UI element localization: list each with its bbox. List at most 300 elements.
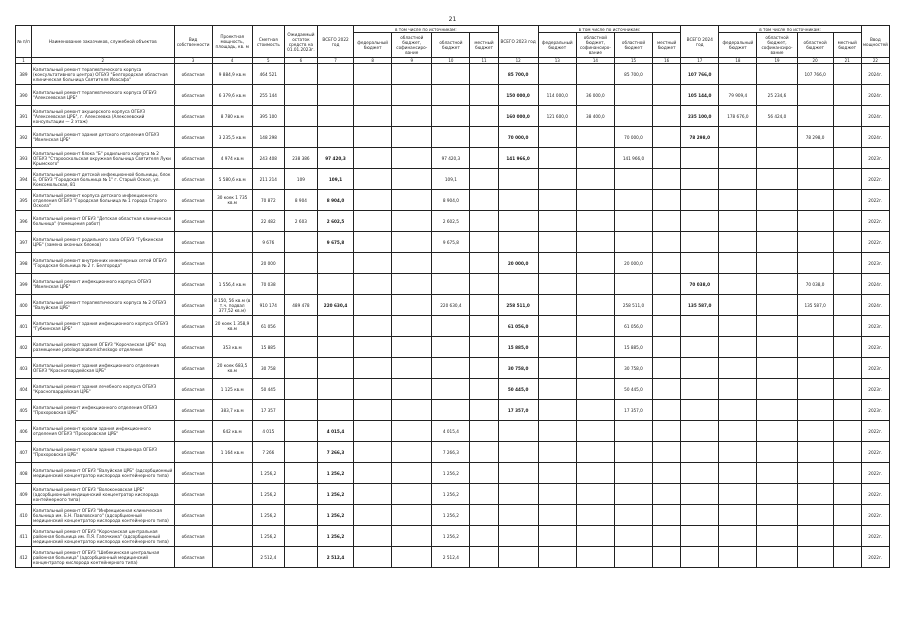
regional-cofinancing-2024: 56 424,0 [757, 106, 797, 127]
total-2024: 235 100,0 [681, 106, 719, 127]
ownership: областная [174, 148, 212, 169]
regional-cofinancing-2023 [576, 64, 614, 85]
expected-balance [284, 127, 317, 148]
local-2024 [833, 169, 861, 190]
oblast-2023 [614, 442, 652, 463]
table-row [16, 421, 890, 442]
oblast-2022: 1 256,2 [432, 484, 470, 505]
ownership: областная [174, 274, 212, 295]
total-2022: 109,1 [317, 169, 353, 190]
total-2024 [681, 505, 719, 526]
regional-cofinancing-2022 [392, 211, 432, 232]
ownership: областная [174, 421, 212, 442]
oblast-2022: 109,1 [432, 169, 470, 190]
total-2024: 107 766,0 [681, 64, 719, 85]
object-name: Капитальный ремонт кровли здания инфекционного отделения ОГБУЗ "Прохоровская ЦРБ" [32, 421, 174, 442]
total-2022 [317, 85, 353, 106]
estimated-cost: 910 174 [252, 295, 284, 316]
column-number: 5 [252, 58, 284, 64]
expected-balance [284, 232, 317, 253]
total-2022 [317, 274, 353, 295]
expected-balance [284, 85, 317, 106]
table-row [16, 505, 890, 526]
header-oblast-2024: областной бюджет [797, 33, 833, 58]
oblast-2024 [797, 106, 833, 127]
local-2022 [470, 190, 498, 211]
regional-cofinancing-2023 [576, 253, 614, 274]
regional-cofinancing-2024 [757, 505, 797, 526]
federal-2022 [354, 379, 392, 400]
federal-2023 [538, 274, 576, 295]
federal-2023 [538, 337, 576, 358]
table-body [16, 64, 890, 568]
regional-cofinancing-2023 [576, 505, 614, 526]
total-2023 [498, 547, 538, 568]
local-2023 [653, 379, 681, 400]
expected-balance [284, 547, 317, 568]
regional-cofinancing-2023 [576, 148, 614, 169]
local-2023 [653, 232, 681, 253]
oblast-2024 [797, 232, 833, 253]
oblast-2023: 20 000,0 [614, 253, 652, 274]
table-row [16, 127, 890, 148]
ownership: областная [174, 484, 212, 505]
capacity: 8 780 кв.м [212, 106, 252, 127]
column-number: 1 [16, 58, 32, 64]
table-row [16, 442, 890, 463]
federal-2024 [719, 274, 757, 295]
oblast-2024 [797, 316, 833, 337]
commissioning-year: 2022г. [861, 421, 889, 442]
total-2022: 1 256,2 [317, 526, 353, 547]
regional-cofinancing-2023 [576, 337, 614, 358]
regional-cofinancing-2024 [757, 337, 797, 358]
regional-cofinancing-2022 [392, 274, 432, 295]
federal-2024 [719, 127, 757, 148]
federal-2023 [538, 148, 576, 169]
commissioning-year: 2023г. [861, 148, 889, 169]
regional-cofinancing-2023 [576, 190, 614, 211]
local-2024 [833, 106, 861, 127]
local-2022 [470, 316, 498, 337]
oblast-2024 [797, 253, 833, 274]
local-2023 [653, 400, 681, 421]
local-2024 [833, 400, 861, 421]
total-2022 [317, 358, 353, 379]
header-oblast-2023: областной бюджет [614, 33, 652, 58]
total-2024 [681, 169, 719, 190]
regional-cofinancing-2024 [757, 127, 797, 148]
total-2024 [681, 358, 719, 379]
column-number: 21 [833, 58, 861, 64]
column-number: 15 [614, 58, 652, 64]
oblast-2022: 2 602,5 [432, 211, 470, 232]
federal-2024: 79 909,4 [719, 85, 757, 106]
commissioning-year: 2022г. [861, 169, 889, 190]
header-total-2022: ВСЕГО 2022 год [317, 26, 353, 58]
table-row [16, 169, 890, 190]
local-2022 [470, 169, 498, 190]
oblast-2023 [614, 421, 652, 442]
federal-2022 [354, 400, 392, 421]
row-number: 398 [16, 253, 32, 274]
expected-balance: 8 904 [284, 190, 317, 211]
column-number: 8 [354, 58, 392, 64]
federal-2024 [719, 295, 757, 316]
total-2022: 8 904,0 [317, 190, 353, 211]
regional-cofinancing-2024 [757, 64, 797, 85]
estimated-cost: 243 408 [252, 148, 284, 169]
capacity: 642 кв.м [212, 421, 252, 442]
total-2023 [498, 274, 538, 295]
local-2024 [833, 484, 861, 505]
header-local-2024: местный бюджет [833, 33, 861, 58]
column-number: 22 [861, 58, 889, 64]
row-number: 405 [16, 400, 32, 421]
estimated-cost: 1 256,2 [252, 484, 284, 505]
regional-cofinancing-2023 [576, 526, 614, 547]
local-2024 [833, 232, 861, 253]
total-2023 [498, 442, 538, 463]
regional-cofinancing-2022 [392, 379, 432, 400]
regional-cofinancing-2024 [757, 295, 797, 316]
regional-cofinancing-2024 [757, 148, 797, 169]
federal-2024 [719, 232, 757, 253]
object-name: Капитальный ремонт здания ОГБУЗ "Корочанская ЦРБ" под размещение patologoanatomicheskogo отделения [32, 337, 174, 358]
regional-cofinancing-2023 [576, 232, 614, 253]
federal-2024 [719, 463, 757, 484]
header-balance: Ожидаемый остаток средств на 01.01.2023г. [284, 26, 317, 58]
column-number: 13 [538, 58, 576, 64]
regional-cofinancing-2023 [576, 484, 614, 505]
object-name: Капитальный ремонт акушерского корпуса ОГБУЗ "Алексеевская ЦРБ", г. Алексеевка (Алексеевский консультации — 2 этаж) [32, 106, 174, 127]
commissioning-year: 2023г. [861, 400, 889, 421]
local-2023 [653, 421, 681, 442]
federal-2023 [538, 505, 576, 526]
regional-cofinancing-2024 [757, 253, 797, 274]
commissioning-year: 2023г. [861, 379, 889, 400]
expected-balance [284, 442, 317, 463]
header-regional-2023: областной бюджет, софинансиро-вание [576, 33, 614, 58]
regional-cofinancing-2024 [757, 169, 797, 190]
row-number: 396 [16, 211, 32, 232]
federal-2022 [354, 127, 392, 148]
table-row [16, 211, 890, 232]
expected-balance [284, 463, 317, 484]
regional-cofinancing-2022 [392, 358, 432, 379]
oblast-2024 [797, 148, 833, 169]
federal-2024 [719, 505, 757, 526]
ownership: областная [174, 316, 212, 337]
column-number: 6 [284, 58, 317, 64]
estimated-cost: 9 676 [252, 232, 284, 253]
capacity [212, 232, 252, 253]
regional-cofinancing-2024 [757, 442, 797, 463]
object-name: Капитальный ремонт кровли здания стационара ОГБУЗ "Прохоровская ЦРБ" [32, 442, 174, 463]
federal-2022 [354, 169, 392, 190]
table-row [16, 85, 890, 106]
federal-2023 [538, 421, 576, 442]
ownership: областная [174, 547, 212, 568]
table-row [16, 358, 890, 379]
oblast-2023 [614, 547, 652, 568]
expected-balance [284, 358, 317, 379]
object-name: Капитальный ремонт терапевтического корпуса № 2 ОГБУЗ "Валуйская ЦРБ" [32, 295, 174, 316]
total-2022 [317, 400, 353, 421]
local-2022 [470, 484, 498, 505]
oblast-2023 [614, 484, 652, 505]
header-cost: Сметная стоимость [252, 26, 284, 58]
local-2024 [833, 211, 861, 232]
total-2023 [498, 421, 538, 442]
local-2023 [653, 211, 681, 232]
oblast-2022 [432, 358, 470, 379]
total-2022: 4 015,4 [317, 421, 353, 442]
object-name: Капитальный ремонт корпуса детского инфекционного отделения ОГБУЗ "Городская больница № 1 города Старого Оскола" [32, 190, 174, 211]
oblast-2023: 70 000,0 [614, 127, 652, 148]
federal-2022 [354, 547, 392, 568]
object-name: Капитальный ремонт здания инфекционного отделения ОГБУЗ "Красногвардейская ЦРБ" [32, 358, 174, 379]
federal-2024 [719, 526, 757, 547]
column-number: 12 [498, 58, 538, 64]
total-2022 [317, 253, 353, 274]
row-number: 412 [16, 547, 32, 568]
oblast-2022 [432, 106, 470, 127]
total-2023: 17 357,0 [498, 400, 538, 421]
federal-2022 [354, 295, 392, 316]
local-2023 [653, 547, 681, 568]
capacity: 3 235,5 кв.м [212, 127, 252, 148]
total-2023 [498, 232, 538, 253]
total-2022: 9 675,8 [317, 232, 353, 253]
local-2023 [653, 274, 681, 295]
commissioning-year: 2024г. [861, 127, 889, 148]
local-2024 [833, 295, 861, 316]
object-name: Капитальный ремонт здания детского отделения ОГБУЗ "Ивнянская ЦРБ" [32, 127, 174, 148]
oblast-2024 [797, 337, 833, 358]
ownership: областная [174, 379, 212, 400]
total-2023 [498, 211, 538, 232]
capacity: 4 974 кв.м [212, 148, 252, 169]
regional-cofinancing-2024 [757, 232, 797, 253]
regional-cofinancing-2022 [392, 85, 432, 106]
regional-cofinancing-2022 [392, 421, 432, 442]
local-2023 [653, 526, 681, 547]
estimated-cost: 148 298 [252, 127, 284, 148]
row-number: 404 [16, 379, 32, 400]
object-name: Капитальный ремонт ОГБУЗ "Корочанская центральная районная больница им. П.Я. Гапочкина" (адсорбционный медицинский концентратор кислорода контейнерного типа) [32, 526, 174, 547]
federal-2024 [719, 190, 757, 211]
local-2023 [653, 505, 681, 526]
row-number: 401 [16, 316, 32, 337]
total-2024: 78 298,0 [681, 127, 719, 148]
row-number: 409 [16, 484, 32, 505]
local-2023 [653, 484, 681, 505]
ownership: областная [174, 442, 212, 463]
object-name: Капитальный ремонт родильного зала ОГБУЗ "Губкинская ЦРБ" (замена оконных блоков) [32, 232, 174, 253]
regional-cofinancing-2024 [757, 274, 797, 295]
object-name: Капитальный ремонт инфекционного отделения ОГБУЗ "Прохоровская ЦРБ" [32, 400, 174, 421]
total-2024: 105 144,0 [681, 85, 719, 106]
regional-cofinancing-2023 [576, 379, 614, 400]
total-2023: 85 700,0 [498, 64, 538, 85]
oblast-2022 [432, 316, 470, 337]
local-2024 [833, 442, 861, 463]
table-row [16, 379, 890, 400]
table-row [16, 253, 890, 274]
total-2024 [681, 442, 719, 463]
local-2022 [470, 463, 498, 484]
federal-2022 [354, 463, 392, 484]
table-row [16, 337, 890, 358]
commissioning-year: 2022г. [861, 484, 889, 505]
commissioning-year: 2022г. [861, 463, 889, 484]
total-2023 [498, 505, 538, 526]
local-2022 [470, 106, 498, 127]
expected-balance [284, 421, 317, 442]
total-2023 [498, 484, 538, 505]
oblast-2023: 85 700,0 [614, 64, 652, 85]
regional-cofinancing-2024 [757, 379, 797, 400]
local-2024 [833, 463, 861, 484]
expected-balance [284, 274, 317, 295]
row-number: 397 [16, 232, 32, 253]
header-sources-2022: в том числе по источникам: [354, 26, 498, 33]
local-2022 [470, 400, 498, 421]
regional-cofinancing-2023 [576, 295, 614, 316]
local-2024 [833, 274, 861, 295]
estimated-cost: 2 512,4 [252, 547, 284, 568]
total-2022: 1 256,2 [317, 505, 353, 526]
table-row [16, 526, 890, 547]
local-2022 [470, 379, 498, 400]
oblast-2024 [797, 484, 833, 505]
object-name: Капитальный ремонт инфекционного корпуса ОГБУЗ "Ивнянская ЦРБ" [32, 274, 174, 295]
local-2022 [470, 442, 498, 463]
local-2023 [653, 358, 681, 379]
oblast-2024 [797, 190, 833, 211]
estimated-cost: 30 758 [252, 358, 284, 379]
local-2024 [833, 358, 861, 379]
estimated-cost: 17 357 [252, 400, 284, 421]
local-2023 [653, 442, 681, 463]
oblast-2023 [614, 463, 652, 484]
regional-cofinancing-2022 [392, 547, 432, 568]
oblast-2024 [797, 400, 833, 421]
total-2023: 160 000,0 [498, 106, 538, 127]
row-number: 391 [16, 106, 32, 127]
column-number: 16 [653, 58, 681, 64]
regional-cofinancing-2023 [576, 463, 614, 484]
expected-balance: 109 [284, 169, 317, 190]
table-row [16, 463, 890, 484]
capacity [212, 526, 252, 547]
regional-cofinancing-2024 [757, 316, 797, 337]
commissioning-year: 2022г. [861, 547, 889, 568]
regional-cofinancing-2023 [576, 211, 614, 232]
estimated-cost: 61 056 [252, 316, 284, 337]
ownership: областная [174, 211, 212, 232]
commissioning-year: 2023г. [861, 358, 889, 379]
column-number: 18 [719, 58, 757, 64]
oblast-2022: 1 256,2 [432, 526, 470, 547]
header-regional-2024: областной бюджет, софинансиро-вание [757, 33, 797, 58]
oblast-2023 [614, 232, 652, 253]
capacity: 1 556,4 кв.м [212, 274, 252, 295]
oblast-2023 [614, 274, 652, 295]
capacity: 9 884,9 кв.м [212, 64, 252, 85]
expected-balance [284, 64, 317, 85]
oblast-2022 [432, 253, 470, 274]
federal-2024: 178 676,0 [719, 106, 757, 127]
oblast-2023 [614, 190, 652, 211]
regional-cofinancing-2023 [576, 316, 614, 337]
federal-2022 [354, 253, 392, 274]
oblast-2022: 4 015,4 [432, 421, 470, 442]
total-2022 [317, 106, 353, 127]
federal-2023 [538, 400, 576, 421]
object-name: Капитальный ремонт терапевтического корпуса ОГБУЗ "Алексеевская ЦРБ" [32, 85, 174, 106]
oblast-2024 [797, 421, 833, 442]
regional-cofinancing-2022 [392, 316, 432, 337]
local-2023 [653, 127, 681, 148]
estimated-cost: 7 266 [252, 442, 284, 463]
local-2022 [470, 526, 498, 547]
oblast-2022 [432, 400, 470, 421]
expected-balance [284, 505, 317, 526]
column-number: 9 [392, 58, 432, 64]
regional-cofinancing-2024 [757, 190, 797, 211]
regional-cofinancing-2023 [576, 442, 614, 463]
regional-cofinancing-2023 [576, 421, 614, 442]
header-federal-2022: федеральный бюджет [354, 33, 392, 58]
regional-cofinancing-2022 [392, 526, 432, 547]
total-2024 [681, 400, 719, 421]
federal-2022 [354, 358, 392, 379]
expected-balance [284, 337, 317, 358]
column-number: 3 [174, 58, 212, 64]
regional-cofinancing-2022 [392, 190, 432, 211]
total-2024 [681, 484, 719, 505]
header-name: Наименование заказчиков, служебной объектов [32, 26, 174, 58]
expected-balance [284, 316, 317, 337]
total-2024 [681, 337, 719, 358]
commissioning-year: 2022г. [861, 211, 889, 232]
federal-2023 [538, 232, 576, 253]
page-number: 21 [448, 16, 457, 23]
total-2024 [681, 379, 719, 400]
oblast-2023 [614, 505, 652, 526]
estimated-cost: 70 872 [252, 190, 284, 211]
commissioning-year: 2023г. [861, 337, 889, 358]
oblast-2024 [797, 547, 833, 568]
local-2024 [833, 421, 861, 442]
federal-2022 [354, 526, 392, 547]
total-2022 [317, 337, 353, 358]
total-2022 [317, 316, 353, 337]
expected-balance [284, 106, 317, 127]
oblast-2022: 1 256,2 [432, 505, 470, 526]
total-2023: 61 056,0 [498, 316, 538, 337]
oblast-2023 [614, 526, 652, 547]
estimated-cost: 22 482 [252, 211, 284, 232]
total-2023 [498, 169, 538, 190]
estimated-cost: 15 885 [252, 337, 284, 358]
estimated-cost: 211 214 [252, 169, 284, 190]
total-2022: 2 512,4 [317, 547, 353, 568]
regional-cofinancing-2024 [757, 421, 797, 442]
local-2024 [833, 64, 861, 85]
